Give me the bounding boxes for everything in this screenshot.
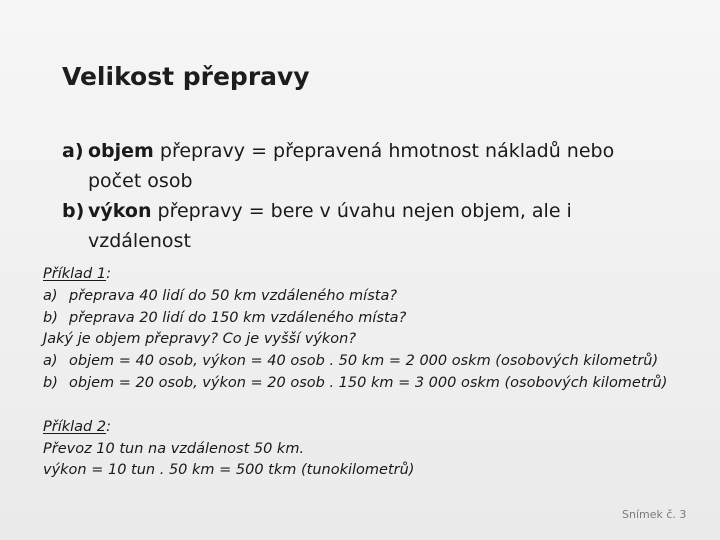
slide-number: Snímek č. 3 [622,508,687,521]
example-line: b) objem = 20 osob, výkon = 20 osob . 150 km = 3 000 oskm (osobových kilometrů) [43,374,668,391]
definition-text: přepravy = bere v úvahu nejen objem, ale i [151,200,572,222]
definition-term: výkon [88,200,152,222]
example-label: Příklad 1 [43,266,107,282]
list-marker: b) [62,200,85,222]
example-line: Převoz 10 tun na vzdálenost 50 km. [43,440,305,457]
definition-text-continued: počet osob [88,170,193,192]
example-line: Jaký je objem přepravy? Co je vyšší výkon? [43,331,357,348]
definitions-list [62,136,682,256]
definition-text: přepravy = přepravená hmotnost nákladů nebo [153,140,615,162]
example-label: Příklad 2 [43,418,107,435]
definition-text-continued: vzdálenost [88,230,191,252]
definition-volume [62,136,682,196]
definition-performance [62,196,682,256]
example-2-heading: Příklad 2: [43,418,111,435]
examples-block [43,264,703,482]
example-line: a) objem = 40 osob, výkon = 40 osob . 50 km = 2 000 oskm (osobových kilometrů) [43,353,659,370]
example-line: a) přeprava 40 lidí do 50 km vzdáleného místa? [43,287,398,304]
slide-title: Velikost přepravy [62,62,310,91]
example-line: b) přeprava 20 lidí do 150 km vzdáleného místa? [43,309,407,326]
example-1-heading: Příklad 1: [43,266,111,282]
definition-term: objem [88,140,154,162]
example-line: výkon = 10 tun . 50 km = 500 tkm (tunokilometrů) [43,462,415,479]
list-marker: a) [62,140,84,162]
